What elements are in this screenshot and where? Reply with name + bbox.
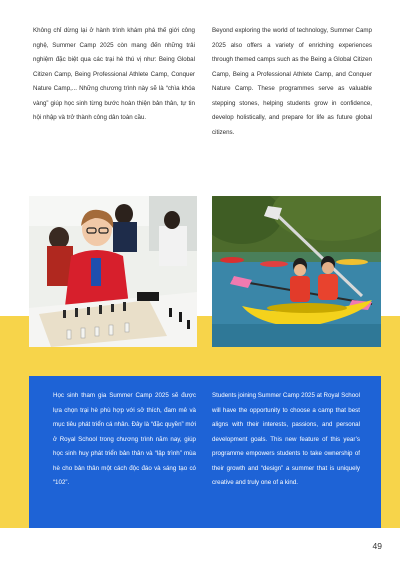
highlight-text-english: Students joining Summer Camp 2025 at Royal School will have the opportunity to choose a camp that best aligns with their interests, passions, and personal development goals. This new feature of this year’s programme empowers students to take ownership of their growth and “design” a summer that is uniquely creative and truly one of a kind. xyxy=(212,392,360,486)
kayak-photo xyxy=(212,196,381,347)
intro-text-vietnamese: Không chỉ dừng lại ở hành trình khám phá thế giới công nghệ, Summer Camp 2025 còn mang đến những trải nghiệm đặc biệt qua các trại hè thú vị như: Being Global Citizen Camp, Being Professional Athlete Camp, Conquer Nature Camp,... Những chương trình này sẽ là “chìa khóa vàng” giúp học sinh từng bước hoàn thiện bản thân, tự tin hội nhập và trở thành công dân toàn cầu. xyxy=(33,27,195,121)
chess-photo xyxy=(29,196,197,347)
intro-text-english: Beyond exploring the world of technology, Summer Camp 2025 also offers a variety of enriching experiences through themed camps such as the Being a Global Citizen Camp, Being a Professional Athlete Camp, and Conquer Nature Camp. These programmes serve as valuable stepping stones, helping students grow in confidence, develop holistically, and prepare for life as future global citizens. xyxy=(212,27,372,136)
highlight-text-vietnamese: Học sinh tham gia Summer Camp 2025 sẽ được lựa chọn trại hè phù hợp với sở thích, đam mê và mục tiêu phát triển cá nhân. Đây là “đặc quyền” mới ở Royal School trong chương trình năm nay, giúp học sinh huy phát triển bản thân và “lập trình” mùa hè cho bản thân một cách độc đáo và sáng tạo có “102”. xyxy=(53,392,196,486)
page-number: 49 xyxy=(372,541,382,551)
